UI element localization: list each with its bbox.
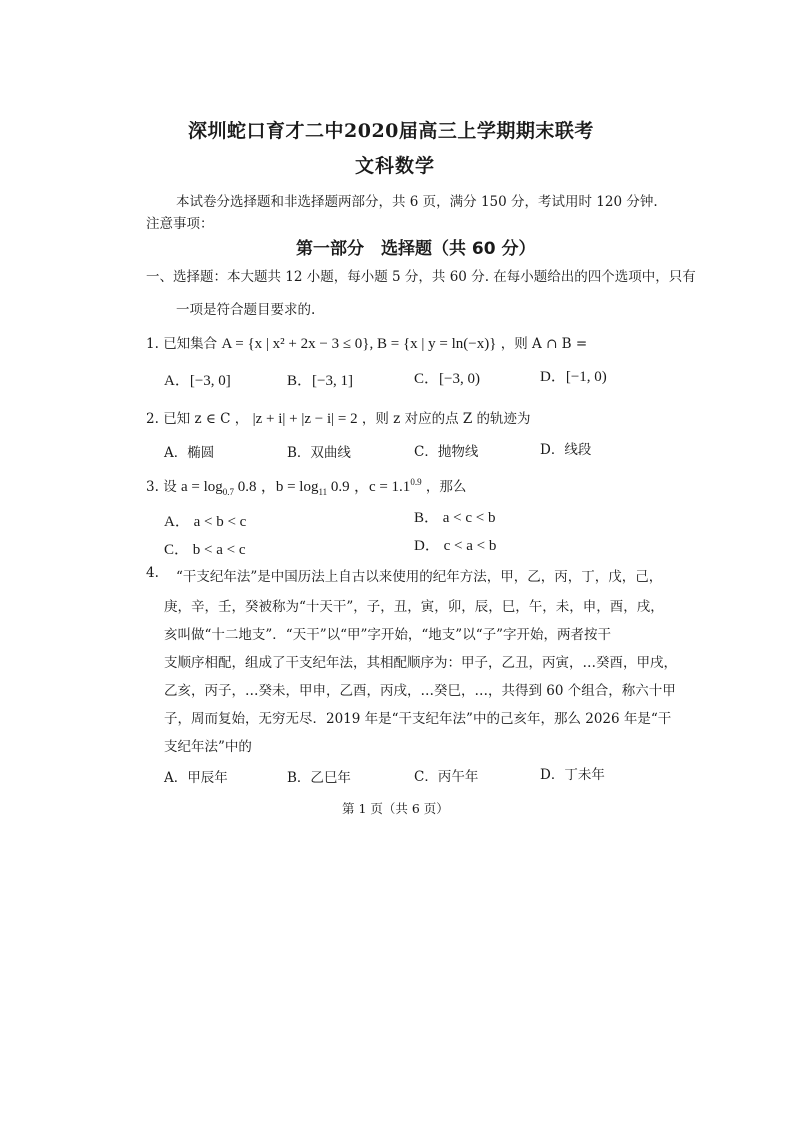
option-a: A． a < b < c bbox=[164, 514, 247, 530]
option-d: D．丁未年 bbox=[540, 767, 605, 783]
instructions-line: 一、选择题：本大题共 12 小题，每小题 5 分，共 60 分. 在每小题给出的四个选项中，只有 bbox=[146, 269, 696, 285]
question-3 bbox=[146, 475, 466, 497]
question-math: A = {x | x² + 2x − 3 ≤ 0}, B = {x | y = ln(−x)} bbox=[221, 336, 497, 352]
question-text: 已知 z ∈ C ， bbox=[163, 411, 249, 427]
math-a-sub: 0.7 bbox=[222, 487, 235, 497]
option-b: B． a < c < b bbox=[414, 510, 496, 526]
option-a: A．甲辰年 bbox=[164, 770, 228, 786]
question-text: ，则 A ∩ B = bbox=[500, 336, 588, 352]
part-heading: 第一部分 选择题（共 60 分） bbox=[296, 239, 536, 259]
question-number: 2. bbox=[146, 411, 159, 427]
math-b bbox=[261, 479, 350, 495]
option-b: B．双曲线 bbox=[287, 445, 351, 461]
option-d: D． c < a < b bbox=[414, 538, 497, 554]
question-number: 3. bbox=[146, 479, 159, 495]
question-1 bbox=[146, 332, 587, 353]
question-number: 4. bbox=[146, 565, 159, 581]
question-math: |z + i| + |z − i| = 2 bbox=[252, 411, 358, 427]
question-4-line: 支纪年法”中的 bbox=[164, 739, 252, 755]
question-4-line: 亥叫做“十二地支”．“天干”以“甲”字开始，“地支”以“子”字开始，两者按干 bbox=[164, 627, 612, 643]
question-2 bbox=[146, 407, 531, 428]
question-text: ，那么 bbox=[425, 479, 467, 495]
instructions-line: 一项是符合题目要求的. bbox=[176, 302, 316, 318]
question-4-line: 子，周而复始，无穷无尽．2019 年是“干支纪年法”中的己亥年，那么 2026 年是“干 bbox=[164, 711, 672, 727]
page-number: 第 1 页（共 6 页） bbox=[342, 801, 449, 816]
option-c: C．[−3, 0) bbox=[414, 371, 480, 387]
math-b-base: ，b = log bbox=[260, 479, 319, 495]
math-b-sub: 11 bbox=[318, 487, 328, 497]
question-4-line: “干支纪年法”是中国历法上自古以来使用的纪年方法，甲，乙，丙，丁，戊，己， bbox=[176, 569, 663, 585]
option-c: C． b < a < c bbox=[164, 542, 246, 558]
option-d: D．线段 bbox=[540, 442, 592, 458]
math-a bbox=[181, 479, 257, 495]
math-c bbox=[354, 479, 422, 495]
question-text: 已知集合 bbox=[163, 336, 218, 352]
question-4-line: 庚，辛，壬，癸被称为“十天干”，子，丑，寅，卯，辰，巳，午，未，申，酉，戌， bbox=[164, 599, 664, 615]
exam-title: 深圳蛇口育才二中2020届高三上学期期末联考 bbox=[188, 120, 594, 142]
option-c: C．抛物线 bbox=[414, 444, 479, 460]
option-a: A．[−3, 0] bbox=[164, 373, 231, 389]
intro-line: 本试卷分选择题和非选择题两部分，共 6 页，满分 150 分，考试用时 120 分钟. bbox=[176, 194, 658, 210]
exam-subtitle: 文科数学 bbox=[355, 155, 436, 177]
question-text: 设 bbox=[163, 479, 177, 495]
question-text: ，则 z 对应的点 Z 的轨迹为 bbox=[361, 411, 531, 427]
math-c-sup: 0.9 bbox=[410, 477, 422, 487]
math-c-base: ，c = 1.1 bbox=[353, 479, 411, 495]
option-c: C．丙午年 bbox=[414, 769, 479, 785]
question-number: 1. bbox=[146, 336, 159, 352]
math-b-val: 0.9 bbox=[327, 479, 350, 495]
option-d: D．[−1, 0) bbox=[540, 369, 607, 385]
question-4-line: 乙亥，丙子，…癸未，甲申，乙酉，丙戌，…癸巳，…，共得到 60 个组合，称六十甲 bbox=[164, 683, 676, 699]
option-a: A．椭圆 bbox=[164, 445, 215, 461]
math-a-base: a = log bbox=[180, 479, 223, 495]
option-b: B．乙巳年 bbox=[287, 770, 351, 786]
notes-label: 注意事项： bbox=[146, 216, 214, 232]
question-4-line: 支顺序相配，组成了干支纪年法，其相配顺序为：甲子，乙丑，丙寅，…癸酉，甲戌， bbox=[164, 655, 677, 671]
option-b: B．[−3, 1] bbox=[287, 373, 353, 389]
math-a-val: 0.8 bbox=[234, 479, 257, 495]
